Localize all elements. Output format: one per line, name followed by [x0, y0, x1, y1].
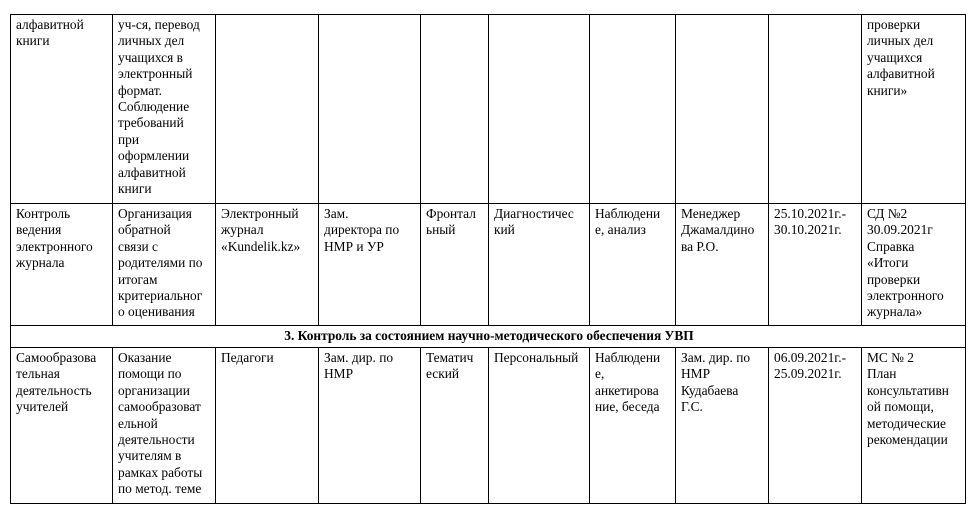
control-plan-table: [10, 14, 966, 504]
cell-text-line: ельной: [118, 415, 158, 431]
cell-text-line: кий: [494, 222, 515, 238]
table-cell: [113, 348, 216, 504]
table-cell: [489, 204, 590, 326]
cell-text-line: по метод. теме: [118, 481, 202, 497]
cell-text-line: журнал: [221, 222, 264, 238]
cell-text-line: уч-ся, перевод: [118, 17, 200, 32]
cell-text-line: «Итоги: [867, 255, 909, 271]
cell-text-line: проверки: [867, 17, 921, 32]
table-cell: [862, 348, 966, 504]
cell-text-line: Джамалдино: [681, 222, 755, 238]
cell-text-line: 06.09.2021г.-: [774, 350, 847, 365]
table-cell: [11, 204, 113, 326]
table-cell: [319, 348, 421, 504]
cell-text-line: е,: [595, 366, 605, 382]
cell-text-line: итогам: [118, 271, 158, 287]
cell-text-line: анкетирова: [595, 382, 659, 398]
cell-text-line: книги»: [867, 82, 908, 98]
table-cell: [216, 204, 319, 326]
table-cell: [319, 15, 421, 204]
cell-text-line: книги: [118, 181, 152, 197]
cell-text-line: Тематич: [426, 350, 474, 365]
cell-text-line: План: [867, 366, 897, 382]
table-cell: [590, 204, 676, 326]
cell-text-line: Наблюдени: [595, 350, 661, 365]
cell-text-line: 30.09.2021г: [867, 222, 933, 238]
cell-text-line: алфавитной: [118, 164, 186, 180]
table-cell: [769, 15, 862, 204]
table-cell: [421, 204, 489, 326]
cell-text-line: Зам. дир. по: [324, 350, 394, 365]
cell-text-line: журнала»: [867, 304, 923, 320]
cell-text-line: НМР: [681, 366, 711, 382]
cell-text-line: Оказание: [118, 350, 172, 365]
table-cell: [216, 15, 319, 204]
cell-text-line: «Kundelik.kz»: [221, 238, 301, 254]
cell-text-line: требований: [118, 115, 184, 131]
cell-text-line: 25.09.2021г.: [774, 366, 842, 382]
cell-text-line: алфавитной: [867, 66, 935, 82]
section-title: 3. Контроль за состоянием научно-методического обеспечения УВП: [11, 326, 966, 348]
table-cell: [769, 348, 862, 504]
cell-text-line: Организация: [118, 206, 192, 221]
cell-text-line: ьный: [426, 222, 456, 238]
cell-text-line: организации: [118, 382, 190, 398]
cell-text-line: самообразоват: [118, 399, 201, 415]
cell-text-line: учащихся в: [118, 49, 183, 65]
table-cell: [489, 348, 590, 504]
table-row: [11, 15, 966, 204]
cell-text-line: при: [118, 131, 140, 147]
table-cell: [11, 15, 113, 204]
cell-text-line: обратной: [118, 222, 171, 238]
cell-text-line: Соблюдение: [118, 99, 190, 115]
cell-text-line: Наблюдени: [595, 206, 661, 221]
table-cell: [862, 204, 966, 326]
cell-text-line: помощи по: [118, 366, 182, 382]
cell-text-line: НМР: [324, 366, 354, 382]
table-cell: [113, 15, 216, 204]
cell-text-line: рекомендации: [867, 432, 948, 448]
cell-text-line: Фронтал: [426, 206, 476, 221]
table-cell: [421, 348, 489, 504]
table-cell: [862, 15, 966, 204]
cell-text-line: деятельности: [118, 432, 195, 448]
cell-text-line: методические: [867, 415, 946, 431]
cell-text-line: книги: [16, 33, 50, 49]
cell-text-line: личных дел: [867, 33, 934, 49]
cell-text-line: ние, беседа: [595, 399, 660, 415]
table-cell: [319, 204, 421, 326]
cell-text-line: электронного: [867, 288, 944, 304]
cell-text-line: учителям в: [118, 448, 182, 464]
cell-text-line: директора по: [324, 222, 400, 238]
table-cell: [676, 15, 769, 204]
cell-text-line: Справка: [867, 238, 915, 254]
cell-text-line: тельная: [16, 366, 60, 382]
cell-text-line: Г.С.: [681, 399, 703, 415]
cell-text-line: формат.: [118, 82, 163, 98]
cell-text-line: консультативн: [867, 382, 949, 398]
table-cell: [11, 348, 113, 504]
cell-text-line: Педагоги: [221, 350, 274, 365]
cell-text-line: Зам. дир. по: [681, 350, 751, 365]
cell-text-line: о оценивания: [118, 304, 195, 320]
table-cell: [489, 15, 590, 204]
cell-text-line: НМР и УР: [324, 238, 384, 254]
table-cell: [113, 204, 216, 326]
table-row: [11, 348, 966, 504]
cell-text-line: Диагностичес: [494, 206, 574, 221]
cell-text-line: е, анализ: [595, 222, 646, 238]
cell-text-line: Менеджер: [681, 206, 741, 221]
section-header-row: [11, 326, 966, 348]
cell-text-line: электронный: [118, 66, 193, 82]
cell-text-line: связи с: [118, 238, 158, 254]
cell-text-line: 25.10.2021г.-: [774, 206, 847, 221]
cell-text-line: Зам.: [324, 206, 349, 221]
cell-text-line: алфавитной: [16, 17, 84, 32]
cell-text-line: родителями по: [118, 255, 203, 271]
table-cell: [676, 204, 769, 326]
table-cell: [590, 15, 676, 204]
cell-text-line: учащихся: [867, 49, 923, 65]
table-cell: [216, 348, 319, 504]
cell-text-line: деятельность: [16, 382, 92, 398]
table-cell: [421, 15, 489, 204]
cell-text-line: Персональный: [494, 350, 579, 365]
cell-text-line: ой помощи,: [867, 399, 934, 415]
table-row: [11, 204, 966, 326]
cell-text-line: Контроль: [16, 206, 71, 221]
cell-text-line: Кудабаева: [681, 382, 739, 398]
cell-text-line: Самообразова: [16, 350, 97, 365]
cell-text-line: проверки: [867, 271, 921, 287]
cell-text-line: МС № 2: [867, 350, 915, 365]
cell-text-line: 30.10.2021г.: [774, 222, 842, 238]
table-cell: [590, 348, 676, 504]
cell-text-line: учителей: [16, 399, 69, 415]
cell-text-line: журнала: [16, 255, 65, 271]
table-cell: [769, 204, 862, 326]
cell-text-line: рамках работы: [118, 464, 203, 480]
cell-text-line: Электронный: [221, 206, 299, 221]
cell-text-line: личных дел: [118, 33, 185, 49]
cell-text-line: электронного: [16, 238, 93, 254]
table-cell: [676, 348, 769, 504]
cell-text-line: ведения: [16, 222, 62, 238]
cell-text-line: критериальног: [118, 288, 203, 304]
cell-text-line: ва Р.О.: [681, 238, 719, 254]
cell-text-line: еский: [426, 366, 460, 382]
cell-text-line: оформлении: [118, 148, 190, 164]
cell-text-line: СД №2: [867, 206, 908, 221]
